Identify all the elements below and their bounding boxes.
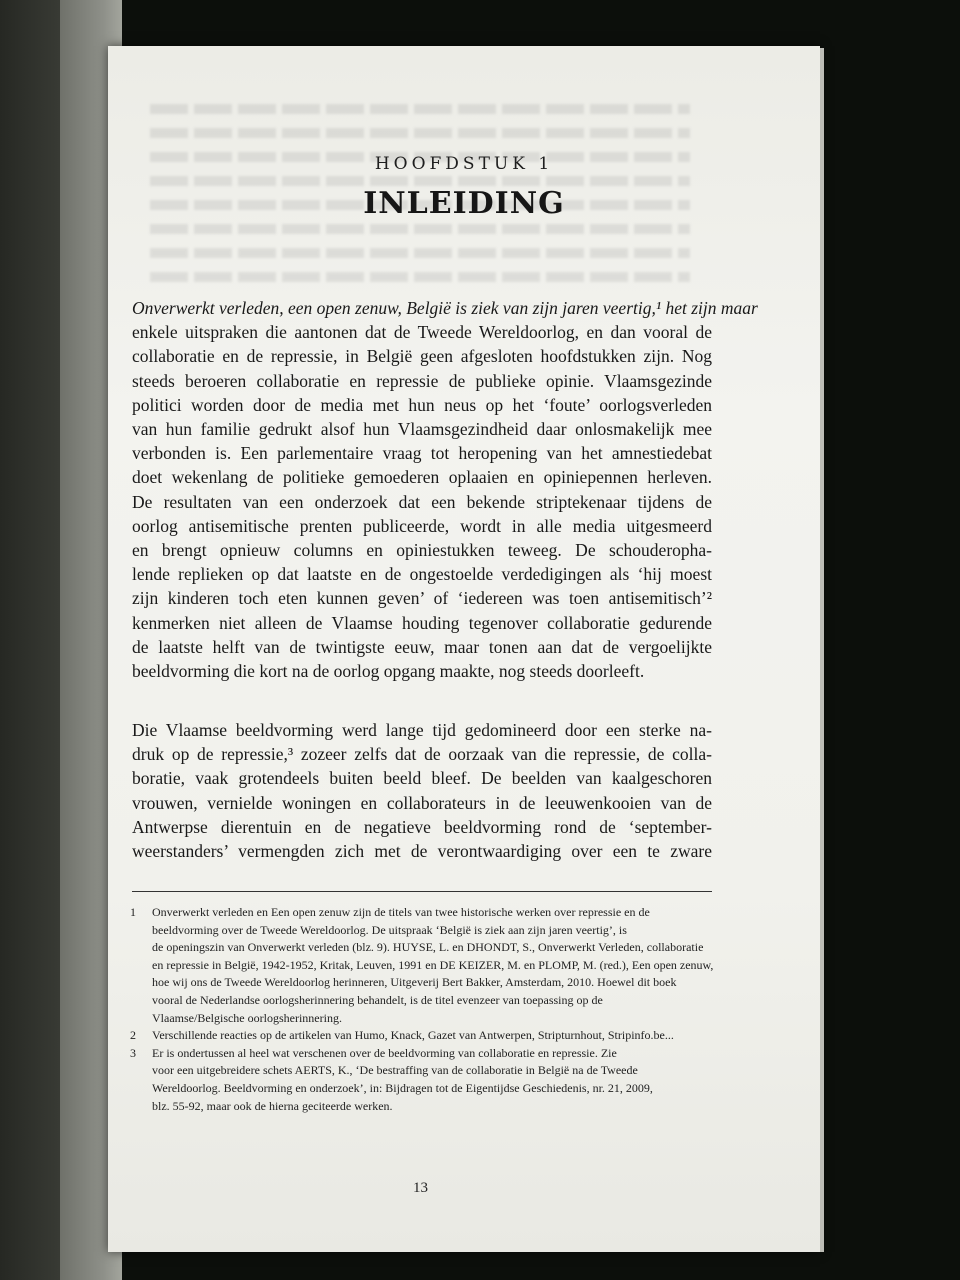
- paragraph-1: [132, 296, 758, 683]
- page-number: 13: [413, 1180, 428, 1196]
- text-line: politici worden door de media met hun neus op het ‘foute’ oorlogsverleden: [132, 394, 712, 415]
- text-line: de laatste helft van de twintigste eeuw, maar tonen aan dat de vergoelijkte: [132, 636, 712, 657]
- text-line: van hun familie gedrukt alsof hun Vlaamsgezindheid daar onlosmakelijk mee: [132, 419, 712, 440]
- footnotes: [130, 904, 714, 1115]
- footnote-line: blz. 55-92, maar ook de hierna geciteerde werken.: [152, 1098, 393, 1113]
- footnote-number: 1: [130, 905, 136, 919]
- footnote-line: de openingszin van Onverwerkt verleden (blz. 9). HUYSE, L. en DHONDT, S., Onverwerkt Verleden, collaboratie: [152, 940, 704, 955]
- text-line: verbonden is. Een parlementaire vraag tot heropening van het amnestiedebat: [132, 443, 712, 464]
- text-line: boratie, vaak grotendeels buiten beeld bleef. De beelden van kaalgeschoren: [132, 768, 712, 789]
- paragraph-2: [132, 718, 712, 863]
- text-line: collaboratie en de repressie, in België geen afgesloten hoofdstukken zijn. Nog: [132, 346, 712, 367]
- footnote-line: Wereldoorlog. Beeldvorming en onderzoek’, in: Bijdragen tot de Eigentijdse Geschiedenis, nr. 21, 2009,: [152, 1080, 653, 1095]
- footnote-rule: [132, 891, 712, 892]
- footnote-1: [130, 904, 714, 1027]
- footnote-line: vooral de Nederlandse oorlogsherinnering behandelt, is de titel evenzeer van toepassing op de: [152, 992, 603, 1007]
- text-line: doet wekenlang de politieke gemoederen oplaaien en opiniepennen herleven.: [132, 467, 712, 488]
- text-line: beeldvorming die kort na de oorlog opgang maakte, nog steeds doorleeft.: [132, 661, 645, 682]
- footnote-3: [130, 1045, 710, 1115]
- footnote-number: 2: [130, 1028, 136, 1043]
- text-line: kenmerken niet alleen de Vlaamse houding tegenover collaboratie gedurende: [132, 612, 712, 633]
- text-line: enkele uitspraken die aantonen dat de Tweede Wereldoorlog, en dan vooral de: [132, 322, 712, 343]
- footnote-line: Verschillende reacties op de artikelen van Humo, Knack, Gazet van Antwerpen, Stripturnhout, Stripinfo.be...: [152, 1028, 674, 1043]
- text-line: vrouwen, vernielde woningen en collaborateurs in de leeuwenkooien van de: [132, 792, 712, 813]
- footnote-line: en repressie in België, 1942-1952, Kritak, Leuven, 1991 en DE KEIZER, M. en PLOMP, M. (red.), Een open zenuw,: [152, 957, 714, 972]
- footnote-2: [130, 1027, 710, 1045]
- text-line: Onverwerkt verleden, een open zenuw, België is ziek van zijn jaren veertig,¹ het zijn maar: [132, 298, 758, 318]
- text-line: Die Vlaamse beeldvorming werd lange tijd gedomineerd door een sterke na-: [132, 720, 712, 740]
- footnote-line: Er is ondertussen al heel wat verschenen over de beeldvorming van collaboratie en repressie. Zie: [152, 1045, 617, 1060]
- text-line: lende replieken op dat laatste en de ongestoelde verdedigingen als ‘hij moest: [132, 564, 712, 585]
- text-line: De resultaten van een onderzoek dat een bekende striptekenaar tijdens de: [132, 491, 712, 512]
- chapter-title: INLEIDING: [363, 186, 565, 221]
- footnote-line: Vlaamse/Belgische oorlogsherinnering.: [152, 1010, 342, 1025]
- footnote-number: 3: [130, 1045, 136, 1060]
- page-stack-edge: [820, 48, 824, 1252]
- text-line: zijn kinderen toch eten kunnen geven’ of ‘iedereen was toen antisemitisch’²: [132, 588, 712, 609]
- text-line: en brengt opnieuw columns en opiniestukken teweeg. De schouderopha-: [132, 540, 712, 561]
- text-line: weerstanders’ vermengden zich met de verontwaardiging over een te zware: [132, 841, 712, 862]
- text-line: druk op de repressie,³ zozeer zelfs dat de oorzaak van die repressie, de colla-: [132, 744, 712, 765]
- text-line: steeds beroeren collaboratie en repressie de publieke opinie. Vlaamsgezinde: [132, 370, 712, 391]
- footnote-line: voor een uitgebreidere schets AERTS, K., ‘De bestraffing van de collaboratie in België na de Tweede: [152, 1063, 638, 1078]
- chapter-label: HOOFDSTUK 1: [374, 154, 554, 174]
- text-line: oorlog antisemitische prenten publiceerde, wordt in alle media uitgesmeerd: [132, 515, 712, 536]
- text-line: Antwerpse dierentuin en de negatieve beeldvorming rond de ‘september-: [132, 816, 712, 837]
- footnote-line: beeldvorming over de Tweede Wereldoorlog. De uitspraak ‘België is ziek aan zijn jaren veertig’, is: [152, 922, 627, 937]
- footnote-line: hoe wij ons de Tweede Wereldoorlog herinneren, Uitgeverij Bert Bakker, Amsterdam, 2010. Hoewel dit boek: [152, 975, 677, 990]
- footnote-line: Onverwerkt verleden en Een open zenuw zijn de titels van twee historische werken over repressie en de: [152, 905, 650, 919]
